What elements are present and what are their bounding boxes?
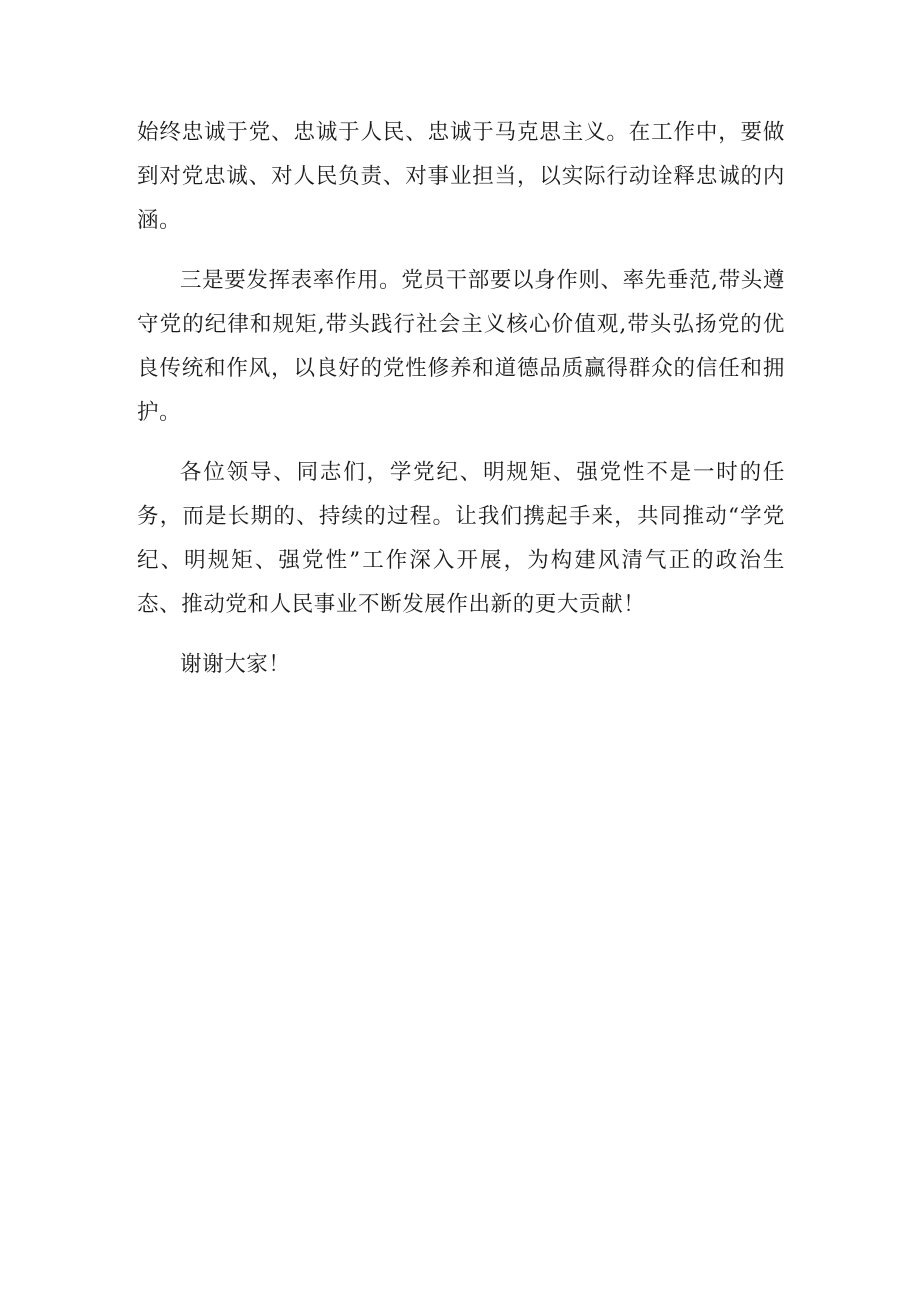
document-body xyxy=(137,111,785,703)
paragraph-thanks: 谢谢大家！ xyxy=(180,652,291,677)
paragraph-loyalty-continuation: 始终忠诚于党、忠诚于人民、忠诚于马克思主义。在工作中，要做到对党忠诚、对人民负责、对事业担当，以实际行动诠释忠诚的内涵。 xyxy=(137,120,785,233)
paragraph-closing-appeal: 各位领导、同志们，学党纪、明规矩、强党性不是一时的任务，而是长期的、持续的过程。让我们携起手来，共同推动“学党纪、明规矩、强党性”工作深入开展，为构建风清气正的政治生态、推动党和人民事业不断发展作出新的更大贡献！ xyxy=(137,460,785,617)
paragraph-exemplary-role: 三是要发挥表率作用。党员干部要以身作则、率先垂范,带头遵守党的纪律和规矩,带头践行社会主义核心价值观,带头弘扬党的优良传统和作风，以良好的党性修养和道德品质赢得群众的信任和拥护。 xyxy=(137,268,785,425)
